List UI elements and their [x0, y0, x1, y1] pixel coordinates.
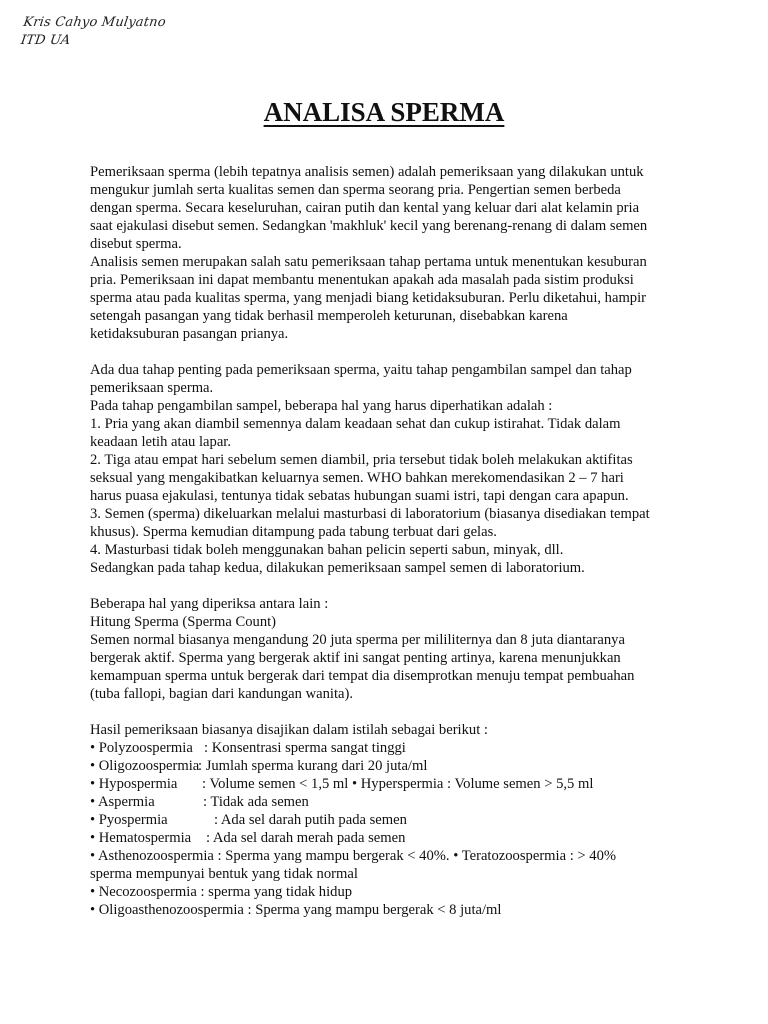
list-item-desc: : Tidak ada semen: [203, 794, 309, 810]
text-line: harus puasa ejakulasi, tentunya tidak sebatas hubungan suami istri, tapi dengan cara apapun.: [90, 488, 629, 504]
list-item-term: • Oligozoospermia: [90, 758, 200, 774]
text-line: Hasil pemeriksaan biasanya disajikan dalam istilah sebagai berikut :: [90, 722, 488, 738]
list-item: [90, 739, 680, 757]
page-title: ANALISA SPERMA: [263, 97, 505, 127]
list-item-desc: : Jumlah sperma kurang dari 20 juta/ml: [198, 758, 428, 774]
text-line: 2. Tiga atau empat hari sebelum semen diambil, pria tersebut tidak boleh melakukan aktifitas: [90, 452, 633, 468]
author-affiliation: ITD UA: [19, 33, 72, 48]
text-line: (tuba fallopi, bagian dari kandungan wanita).: [90, 686, 354, 702]
text-line: Sedangkan pada tahap kedua, dilakukan pemeriksaan sampel semen di laboratorium.: [90, 560, 585, 576]
list-item-term: • Hypospermia: [90, 776, 178, 792]
text-line: 3. Semen (sperma) dikeluarkan melalui masturbasi di laboratorium (biasanya disediakan tempat: [90, 506, 650, 522]
page-title-container: [0, 96, 768, 128]
paragraph-gap: [90, 343, 680, 361]
list-item: [90, 829, 680, 847]
list-item: [90, 793, 680, 811]
list-item-desc: : Ada sel darah merah pada semen: [206, 830, 406, 846]
text-line: seksual yang mengakibatkan keluarnya semen. WHO bahkan merekomendasikan 2 – 7 hari: [90, 470, 624, 486]
text-line: Analisis semen merupakan salah satu pemeriksaan tahap pertama untuk menentukan kesuburan: [90, 254, 647, 270]
text-line: pria. Pemeriksaan ini dapat membantu menentukan apakah ada masalah pada sistim produksi: [90, 272, 634, 288]
text-line: saat ejakulasi disebut semen. Sedangkan 'makhluk' kecil yang berenang-renang di dalam semen: [90, 218, 648, 234]
list-item: • Oligoasthenozoospermia : Sperma yang mampu bergerak < 8 juta/ml: [90, 902, 502, 918]
text-line: Pada tahap pengambilan sampel, beberapa hal yang harus diperhatikan adalah :: [90, 398, 553, 414]
text-line: Pemeriksaan sperma (lebih tepatnya analisis semen) adalah pemeriksaan yang dilakukan untuk: [90, 164, 644, 180]
section-heading: Hitung Sperma (Sperma Count): [90, 614, 277, 630]
list-item-desc: : Konsentrasi sperma sangat tinggi: [204, 740, 406, 756]
list-item-desc: : Volume semen < 1,5 ml • Hyperspermia : Volume semen > 5,5 ml: [202, 776, 594, 792]
document-body: [90, 163, 680, 919]
list-item-term: • Hematospermia: [90, 830, 192, 846]
text-line: setengah pasangan yang tidak berhasil memperoleh keturunan, disebabkan karena: [90, 308, 568, 324]
text-line: pemeriksaan sperma.: [90, 380, 214, 396]
list-item: [90, 757, 680, 775]
text-line: 4. Masturbasi tidak boleh menggunakan bahan pelicin seperti sabun, minyak, dll.: [90, 542, 564, 558]
list-item: • Necozoospermia : sperma yang tidak hidup: [90, 884, 353, 900]
author-name: Kris Cahyo Mulyatno: [22, 15, 167, 30]
paragraph-gap: [90, 703, 680, 721]
text-line: sperma mempunyai bentuk yang tidak normal: [90, 866, 358, 882]
text-line: mengukur jumlah serta kualitas semen dan sperma seorang pria. Pengertian semen berbeda: [90, 182, 621, 198]
text-line: Semen normal biasanya mengandung 20 juta sperma per mililiternya dan 8 juta diantaranya: [90, 632, 625, 648]
list-item-desc: : Ada sel darah putih pada semen: [214, 812, 407, 828]
text-line: Beberapa hal yang diperiksa antara lain :: [90, 596, 329, 612]
text-line: 1. Pria yang akan diambil semennya dalam keadaan sehat dan cukup istirahat. Tidak dalam: [90, 416, 621, 432]
text-line: sperma atau pada kualitas sperma, yang menjadi biang ketidaksuburan. Perlu diketahui, hampir: [90, 290, 647, 306]
list-item-term: • Polyzoospermia: [90, 740, 193, 756]
list-item: [90, 811, 680, 829]
list-item: [90, 775, 680, 793]
text-line: bergerak aktif. Sperma yang bergerak aktif ini sangat penting artinya, karena menunjukkan: [90, 650, 621, 666]
list-item-term: • Aspermia: [90, 794, 155, 810]
author-header: [19, 14, 166, 50]
text-line: ketidaksuburan pasangan prianya.: [90, 326, 289, 342]
text-line: disebut sperma.: [90, 236, 182, 252]
list-item-term: • Pyospermia: [90, 812, 168, 828]
list-item: • Asthenozoospermia : Sperma yang mampu bergerak < 40%. • Teratozoospermia : > 40%: [90, 848, 617, 864]
text-line: dengan sperma. Secara keseluruhan, cairan putih dan kental yang keluar dari alat kelamin pria: [90, 200, 640, 216]
text-line: Ada dua tahap penting pada pemeriksaan sperma, yaitu tahap pengambilan sampel dan tahap: [90, 362, 632, 378]
text-line: keadaan letih atau lapar.: [90, 434, 231, 450]
paragraph-gap: [90, 577, 680, 595]
text-line: khusus). Sperma kemudian ditampung pada tabung terbuat dari gelas.: [90, 524, 497, 540]
text-line: kemampuan sperma untuk bergerak dari tempat dia disemprotkan menuju tempat pembuahan: [90, 668, 635, 684]
